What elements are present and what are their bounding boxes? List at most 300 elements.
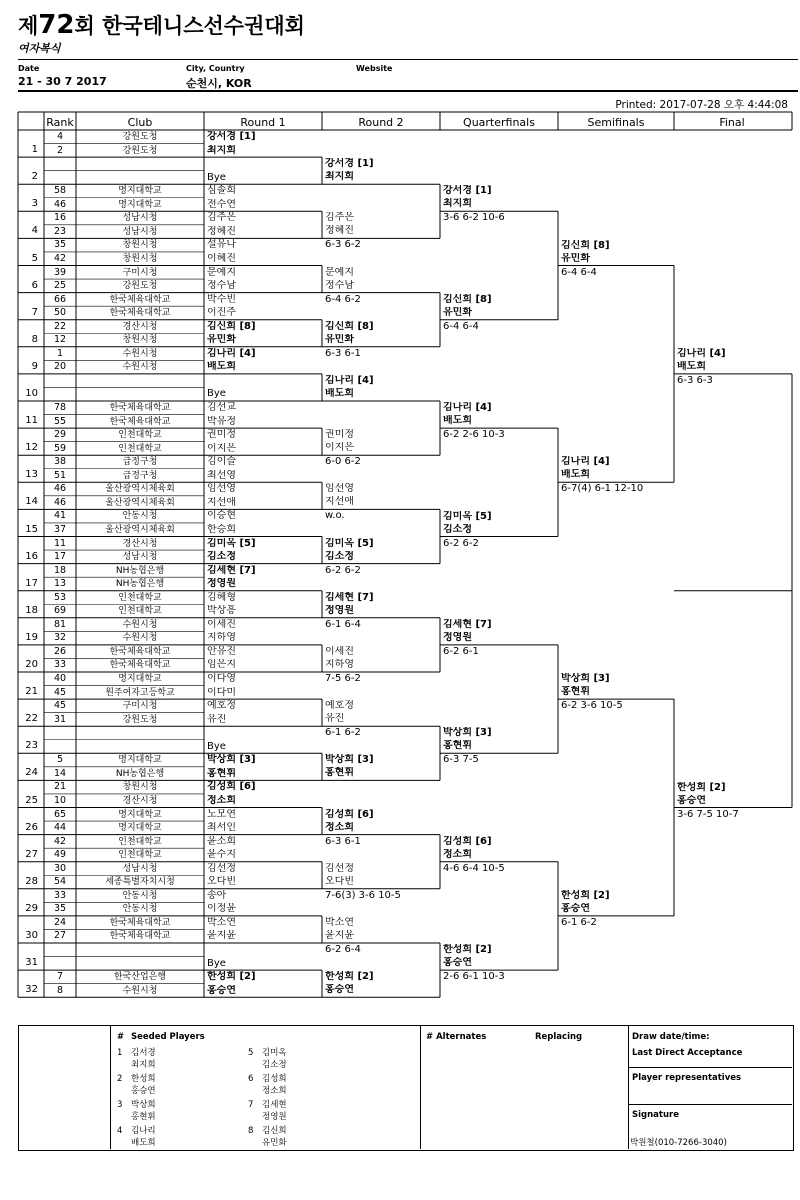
team-rank: 42: [53, 252, 67, 264]
player-name: 임은지: [207, 659, 236, 671]
semifinal-winner: 홍현휘: [561, 686, 590, 698]
seed-player-name: 정소희: [262, 1086, 287, 1096]
round2-score: 6-3 6-1: [325, 347, 361, 359]
signature-label: Signature: [632, 1110, 679, 1120]
draw-position: 25: [25, 794, 38, 806]
seed-player-name: 김서경: [131, 1048, 156, 1058]
draw-position: 31: [25, 957, 38, 969]
team-rank: 49: [53, 849, 67, 861]
seed-player-name: 홍현휘: [131, 1112, 156, 1122]
draw-position: 21: [25, 686, 38, 698]
team-rank: 20: [53, 361, 67, 373]
team-club: 세종특별자치시청: [105, 877, 175, 888]
draw-position: 28: [25, 875, 38, 887]
team-club: 강원도청: [122, 714, 158, 725]
draw-position: 22: [25, 713, 38, 725]
round2-score: 6-3 6-2: [325, 239, 361, 251]
team-rank: 11: [53, 537, 67, 549]
player-name: 최지희: [207, 144, 236, 156]
team-club: 울산광역시체육회: [105, 484, 175, 495]
player-name: 강서경 [1]: [207, 131, 256, 142]
team-club: 구미시청: [122, 267, 158, 278]
city-value: 순천시, KOR: [186, 77, 252, 90]
player-name: 최선영: [207, 469, 236, 481]
quarterfinal-winner: 홍승연: [443, 957, 472, 969]
footer-divider-2: [420, 1025, 421, 1149]
player-name: 한승희: [207, 523, 236, 535]
draw-position: 14: [25, 496, 38, 508]
draw-position: 11: [25, 415, 38, 427]
semifinal-winner: 배도희: [561, 469, 590, 481]
seed-player-name: 김미옥: [262, 1048, 287, 1058]
round2-score: 6-1 6-4: [325, 618, 361, 630]
round2-winner: 이세진: [325, 646, 354, 657]
team-rank: 50: [53, 307, 67, 319]
player-name: 김나리 [4]: [207, 347, 256, 359]
seed-player-name: 김나리: [131, 1126, 156, 1136]
round2-winner: 박상희 [3]: [325, 754, 374, 766]
player-name: 이진주: [207, 307, 236, 319]
team-rank: 12: [53, 334, 67, 346]
quarterfinal-winner: 강서경 [1]: [443, 185, 492, 197]
seed-player-name: 배도희: [131, 1138, 156, 1148]
team-club: 인천대학교: [118, 592, 162, 603]
quarterfinal-winner: 김미옥 [5]: [443, 510, 492, 522]
team-club: 울산광역시체육회: [105, 524, 175, 535]
team-rank: 33: [53, 889, 67, 901]
seed-player-name: 김성희: [262, 1074, 287, 1084]
player-name: 이혜진: [207, 252, 236, 264]
quarterfinal-winner: 김나리 [4]: [443, 402, 492, 414]
seed-number: 7: [248, 1100, 254, 1110]
footer-divider-1: [110, 1025, 111, 1149]
team-club: 명지대학교: [118, 674, 162, 684]
round2-winner: 박소연: [325, 917, 354, 928]
draw-position: 4: [31, 225, 38, 237]
quarterfinal-winner: 정영원: [443, 631, 472, 643]
team-club: 인천대학교: [118, 850, 162, 861]
team-rank: 18: [53, 564, 67, 576]
semifinal-winner: 한성희 [2]: [561, 889, 610, 901]
player-name: 이세진: [207, 618, 236, 630]
round2-score: 6-2 6-2: [325, 564, 361, 576]
team-club: 명지대학교: [118, 823, 162, 834]
quarterfinal-winner: 최지희: [443, 198, 472, 210]
team-club: 경산시청: [122, 538, 158, 549]
team-rank: 38: [53, 456, 67, 468]
player-name: Bye: [207, 388, 226, 400]
quarterfinal-score: 4-6 6-4 10-5: [443, 862, 505, 874]
final-score: 6-3 6-3: [677, 374, 713, 386]
player-name: 홍현휘: [207, 767, 236, 779]
round2-winner: 김나리 [4]: [325, 375, 374, 386]
semifinal-winner: 홍승연: [561, 902, 590, 914]
team-club: 인천대학교: [118, 836, 162, 847]
player-name: 설유나: [207, 239, 236, 251]
round2-winner: 정혜진: [325, 225, 354, 237]
team-club: 급정구청: [122, 470, 158, 481]
seed-player-name: 박상희: [131, 1100, 156, 1110]
semifinal-winner: 박상희 [3]: [561, 673, 610, 685]
round2-winner: 배도희: [325, 388, 354, 399]
draw-position: 13: [25, 469, 38, 481]
team-rank: 44: [53, 822, 67, 834]
team-rank: 14: [53, 767, 67, 779]
round2-score: w.o.: [325, 510, 345, 522]
round2-winner: 유민화: [325, 333, 354, 345]
round2-winner: 지선애: [325, 496, 354, 508]
team-rank: 58: [53, 185, 67, 197]
player-name: 지선애: [207, 496, 236, 508]
quarterfinal-winner: 홍현휘: [443, 740, 472, 752]
team-club: 수원시청: [122, 362, 158, 373]
round2-winner: 김주은: [325, 212, 354, 224]
signature-value: 박원철(010-7266-3040): [630, 1138, 727, 1148]
team-rank: 54: [53, 876, 67, 888]
draw-position: 20: [25, 659, 38, 670]
col-quarterfinals: Quarterfinals: [463, 116, 535, 129]
team-club: 성남시청: [122, 226, 158, 237]
team-club: 명지대학교: [118, 199, 162, 210]
round2-score: 7-6(3) 3-6 10-5: [325, 889, 401, 901]
team-rank: 66: [53, 293, 67, 305]
final-score: 3-6 7-5 10-7: [677, 808, 739, 820]
team-rank: 30: [53, 862, 67, 874]
player-name: 유민화: [207, 334, 236, 346]
seed-number: 2: [117, 1074, 123, 1084]
player-name: 김주은: [207, 212, 236, 224]
team-club: 안동시청: [122, 511, 158, 522]
team-rank: 78: [53, 402, 67, 413]
player-name: 정수남: [207, 280, 236, 292]
team-club: 수원시청: [122, 619, 158, 630]
team-rank: 29: [53, 429, 67, 441]
player-name: 이승현: [207, 510, 236, 522]
team-rank: 42: [53, 835, 67, 847]
seed-player-name: 한성희: [131, 1074, 156, 1084]
player-name: 윤소희: [207, 835, 236, 847]
semifinal-score: 6-4 6-4: [561, 266, 597, 278]
draw-position: 2: [31, 171, 38, 183]
player-name: 정혜진: [207, 225, 236, 237]
team-club: 한국체육대학교: [109, 646, 171, 657]
team-club: 수원시청: [122, 985, 158, 996]
seed-number: 4: [117, 1126, 123, 1136]
team-club: 한국체육대학교: [109, 917, 171, 928]
draw-date-label: Draw date/time:: [632, 1032, 710, 1042]
team-club: 한국체육대학교: [109, 294, 171, 305]
team-club: 성남시청: [122, 863, 158, 874]
player-name: 김혜형: [207, 591, 236, 603]
round2-winner: 정수남: [325, 279, 354, 291]
seed-player-name: 최지희: [131, 1060, 156, 1070]
team-club: 경산시청: [122, 795, 158, 806]
team-club: 구미시청: [122, 701, 158, 712]
round2-winner: 정영원: [325, 604, 354, 616]
team-club: 한국체육대학교: [109, 403, 171, 413]
player-name: Bye: [207, 740, 226, 752]
draw-position: 10: [25, 388, 38, 399]
col-round2: Round 2: [358, 116, 404, 129]
team-club: 한국체육대학교: [109, 308, 171, 319]
player-name: 이다미: [207, 686, 236, 698]
team-club: 강원도청: [122, 132, 158, 142]
quarterfinal-winner: 정소희: [443, 848, 472, 860]
team-club: 급정구청: [122, 457, 158, 468]
seed-player-name: 김소정: [262, 1060, 287, 1070]
draw-position: 27: [25, 848, 38, 860]
team-rank: 27: [53, 930, 67, 942]
team-club: 성남시청: [122, 552, 158, 563]
seed-player-name: 김신희: [262, 1126, 287, 1136]
team-club: 인천대학교: [118, 606, 162, 617]
round2-winner: 임선영: [325, 483, 354, 495]
team-rank: 21: [53, 781, 67, 793]
team-rank: 7: [56, 971, 64, 983]
player-name: 김신희 [8]: [207, 320, 256, 332]
team-club: 창원시청: [122, 335, 158, 346]
draw-position: 12: [25, 442, 38, 454]
footer-rule-1: [628, 1067, 792, 1068]
player-name: Bye: [207, 957, 226, 969]
round2-winner: 이지은: [325, 442, 354, 454]
round2-winner: 오다빈: [325, 875, 354, 887]
team-rank: 59: [53, 442, 67, 454]
team-club: NH농협은행: [115, 768, 165, 779]
team-club: 원주여자고등학교: [105, 687, 175, 698]
round2-winner: 김세현 [7]: [325, 591, 374, 603]
round2-winner: 정소희: [325, 821, 354, 833]
player-representatives-label: Player representatives: [632, 1073, 742, 1083]
team-club: 성남시청: [122, 213, 158, 224]
quarterfinal-winner: 김소정: [443, 523, 472, 535]
seed-number: 3: [117, 1100, 123, 1110]
team-club: 명지대학교: [118, 809, 162, 820]
team-rank: 13: [53, 578, 67, 590]
team-rank: 4: [56, 131, 64, 142]
round2-winner: 유진: [325, 713, 345, 725]
team-club: 울산광역시체육회: [105, 497, 175, 508]
semifinal-score: 6-7(4) 6-1 12-10: [561, 483, 644, 495]
footer-divider-3: [628, 1025, 629, 1149]
player-name: 이정윤: [207, 903, 236, 915]
team-club: 강원도청: [122, 145, 158, 156]
final-team: 한성희 [2]: [677, 781, 726, 793]
team-rank: 33: [53, 659, 67, 671]
team-rank: 41: [53, 510, 67, 522]
team-club: 한국체육대학교: [109, 416, 171, 427]
player-name: 배도희: [207, 361, 236, 373]
draw-position: 9: [31, 360, 38, 372]
col-final: Final: [719, 116, 745, 129]
team-club: 한국산업은행: [113, 972, 167, 983]
team-club: NH농협은행: [115, 565, 165, 576]
quarterfinal-score: 3-6 6-2 10-6: [443, 212, 505, 224]
city-label: City, Country: [186, 64, 245, 73]
team-rank: 45: [53, 700, 67, 712]
player-name: 윤지윤: [207, 930, 236, 942]
team-rank: 17: [53, 551, 67, 563]
col-club: Club: [127, 116, 153, 129]
draw-position: 24: [25, 767, 38, 779]
draw-position: 16: [25, 550, 38, 562]
seed-number: 8: [248, 1126, 254, 1136]
player-name: 노모연: [207, 808, 236, 820]
round2-winner: 김소정: [325, 550, 354, 562]
col-rank: Rank: [46, 116, 74, 129]
player-name: 이지은: [207, 442, 236, 454]
team-rank: 8: [56, 984, 64, 996]
replacing-label: Replacing: [535, 1032, 583, 1042]
player-name: 최서인: [207, 822, 236, 834]
player-name: 홍승연: [207, 984, 236, 996]
team-rank: 46: [53, 483, 67, 495]
draw-position: 7: [31, 306, 38, 318]
seed-player-name: 김세현: [262, 1100, 287, 1110]
team-club: 수원시청: [122, 348, 158, 359]
player-name: 이다영: [207, 673, 236, 684]
team-rank: 65: [53, 808, 67, 820]
player-name: 지하영: [207, 632, 236, 644]
team-club: 창원시청: [122, 253, 158, 264]
final-team: 홍승연: [677, 794, 706, 806]
team-club: 경산시청: [122, 321, 158, 332]
draw-position: 5: [31, 252, 38, 264]
team-club: 한국체육대학교: [109, 931, 171, 942]
player-name: 정영원: [207, 578, 236, 590]
player-name: 박상흥: [207, 605, 236, 617]
player-name: 김성희 [6]: [207, 781, 256, 793]
quarterfinal-winner: 유민화: [443, 306, 472, 318]
team-rank: 32: [53, 632, 67, 644]
player-name: 임선영: [207, 483, 236, 495]
player-name: 김미옥 [5]: [207, 537, 256, 549]
round2-winner: 문예지: [325, 266, 354, 278]
player-name: 박수빈: [207, 293, 236, 305]
team-rank: 10: [53, 794, 67, 806]
player-name: 박상희 [3]: [207, 754, 256, 766]
draw-position: 32: [25, 984, 38, 996]
round2-score: 6-4 6-2: [325, 293, 361, 305]
round2-score: 6-2 6-4: [325, 944, 361, 955]
quarterfinal-winner: 김신희 [8]: [443, 293, 492, 305]
seed-player-name: 유민화: [262, 1138, 287, 1148]
seed-player-name: 홍승연: [131, 1086, 156, 1096]
col-semifinals: Semifinals: [587, 116, 645, 129]
team-rank: 23: [53, 225, 67, 237]
team-club: 창원시청: [122, 782, 158, 793]
team-rank: 39: [53, 266, 67, 278]
quarterfinal-score: 6-2 6-1: [443, 645, 479, 657]
draw-position: 15: [25, 523, 38, 535]
player-name: 전수연: [207, 198, 236, 210]
player-name: 안유진: [207, 645, 236, 657]
team-club: 인천대학교: [118, 430, 162, 441]
website-label: Website: [356, 64, 393, 73]
team-club: 한국체육대학교: [109, 660, 171, 671]
round2-winner: 김미옥 [5]: [325, 537, 374, 549]
round2-winner: 홍승연: [325, 984, 354, 996]
team-club: 강원도청: [122, 281, 158, 292]
footer-rule-2: [628, 1104, 792, 1105]
quarterfinal-score: 2-6 6-1 10-3: [443, 971, 505, 983]
round2-winner: 강서경 [1]: [325, 158, 374, 170]
draw-position: 3: [31, 198, 38, 210]
final-team: 김나리 [4]: [677, 347, 726, 359]
draw-position: 1: [31, 144, 38, 156]
player-name: 한성희 [2]: [207, 971, 256, 983]
player-name: 권미정: [207, 429, 236, 441]
quarterfinal-winner: 한성희 [2]: [443, 944, 492, 956]
round2-score: 6-0 6-2: [325, 456, 361, 468]
tournament-title: 제72회 한국테니스선수권대회: [18, 10, 305, 40]
round2-winner: 최지희: [325, 171, 354, 183]
player-name: 박소연: [207, 916, 236, 928]
player-name: 문예지: [207, 266, 236, 278]
team-rank: 35: [53, 239, 67, 251]
team-rank: 24: [53, 916, 67, 928]
player-name: 김선정: [207, 862, 236, 874]
player-name: 김소정: [207, 551, 236, 563]
team-rank: 69: [53, 605, 67, 617]
round2-winner: 권미정: [325, 429, 354, 441]
team-club: 창원시청: [122, 240, 158, 251]
team-rank: 22: [53, 320, 67, 332]
draw-position: 30: [25, 930, 38, 941]
team-rank: 25: [53, 280, 67, 292]
semifinal-winner: 김나리 [4]: [561, 456, 610, 468]
semifinal-winner: 유민화: [561, 252, 590, 264]
player-name: 오다빈: [207, 876, 236, 888]
quarterfinal-score: 6-3 7-5: [443, 754, 479, 766]
round2-winner: 김선정: [325, 862, 354, 874]
player-name: 박유정: [207, 415, 236, 427]
printed-timestamp: Printed: 2017-07-28 오후 4:44:08: [615, 99, 788, 111]
seeded-players-label: Seeded Players: [131, 1032, 205, 1042]
team-club: 인천대학교: [118, 443, 162, 454]
draw-position: 18: [25, 604, 38, 616]
seed-number: 6: [248, 1074, 254, 1084]
draw-position: 29: [25, 902, 38, 914]
team-rank: 35: [53, 903, 67, 915]
alternates-label: # Alternates: [426, 1032, 487, 1042]
player-name: 김이슬: [207, 456, 236, 468]
seeded-hash: #: [117, 1032, 125, 1042]
col-round1: Round 1: [240, 116, 286, 129]
final-team: 배도희: [677, 360, 706, 372]
player-name: 윤수지: [207, 849, 236, 861]
team-rank: 46: [53, 198, 67, 210]
team-rank: 1: [56, 347, 64, 359]
quarterfinal-winner: 박상희 [3]: [443, 727, 492, 739]
team-club: 안동시청: [122, 890, 158, 901]
team-club: 수원시청: [122, 633, 158, 644]
semifinal-score: 6-2 3-6 10-5: [561, 700, 623, 712]
team-rank: 45: [53, 686, 67, 698]
semifinal-score: 6-1 6-2: [561, 916, 597, 928]
player-name: 유진: [207, 713, 227, 725]
team-rank: 5: [56, 754, 64, 766]
round2-winner: 한성희 [2]: [325, 971, 374, 983]
team-rank: 46: [53, 496, 67, 508]
quarterfinal-winner: 김세현 [7]: [443, 618, 492, 630]
round2-winner: 김신희 [8]: [325, 320, 374, 332]
team-rank: 26: [53, 645, 67, 657]
seed-number: 5: [248, 1048, 254, 1058]
team-club: 명지대학교: [118, 186, 162, 197]
round2-winner: 예호정: [325, 700, 354, 712]
team-rank: 37: [53, 523, 67, 535]
